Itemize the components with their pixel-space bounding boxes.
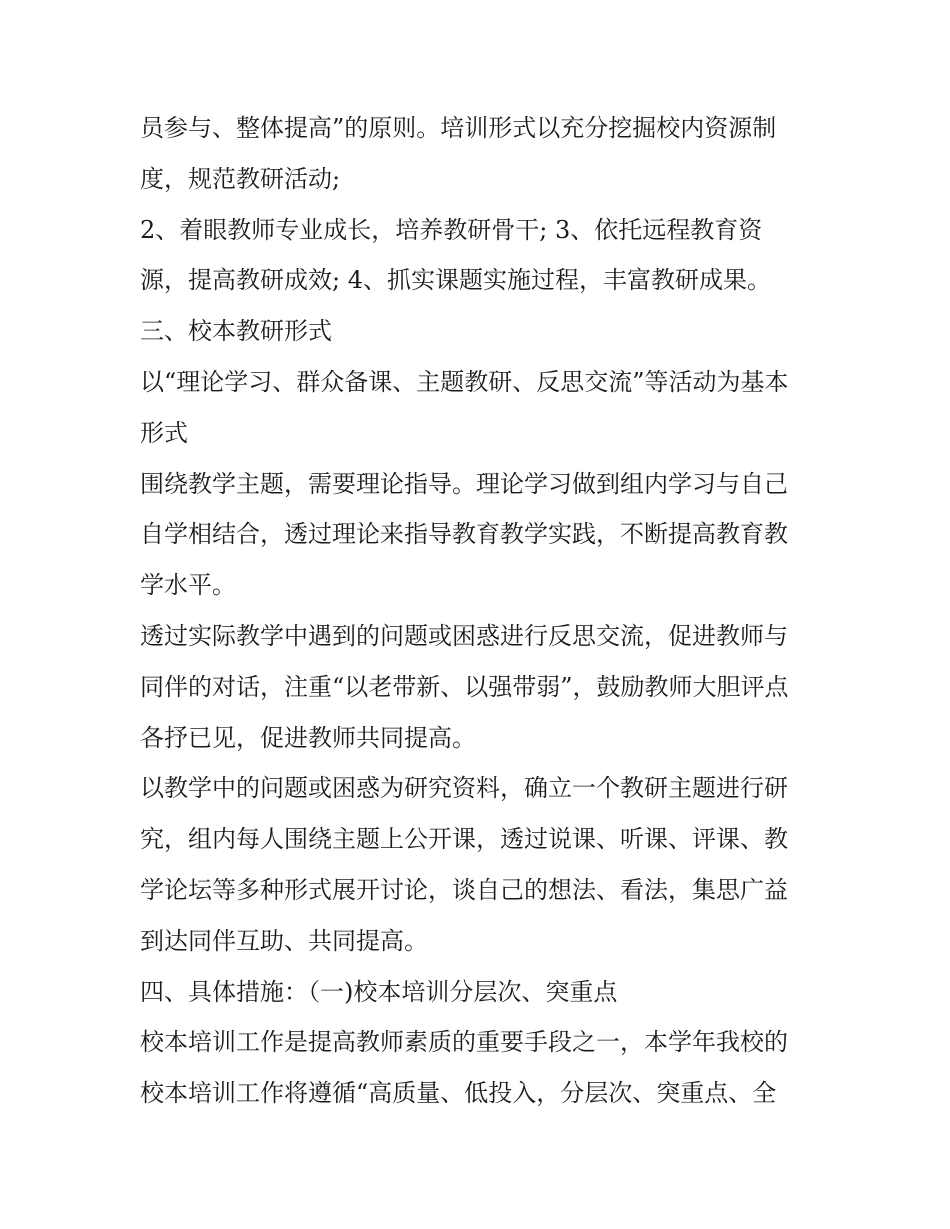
- text-line: 究，组内每人围绕主题上公开课，透过说课、听课、评课、教: [140, 825, 788, 854]
- text-line: 自学相结合，透过理论来指导教育教学实践，不断提高教育教: [140, 520, 788, 549]
- text-line: 以“理论学习、群众备课、主题教研、反思交流”等活动为基本: [140, 367, 789, 396]
- text-line: 度，规范教研活动;: [140, 164, 341, 193]
- text-line: 校本培训工作是提高教师素质的重要手段之一，本学年我校的: [140, 1028, 788, 1057]
- section-heading: 三、校本教研形式: [140, 317, 332, 346]
- text-line: 形式: [140, 418, 188, 447]
- text-line: 各抒已见，促进教师共同提高。: [140, 723, 476, 752]
- text-line: 围绕教学主题，需要理论指导。理论学习做到组内学习与自己: [140, 469, 788, 498]
- section-heading: 四、具体措施：（一)校本培训分层次、突重点: [140, 977, 618, 1006]
- text-line: 学论坛等多种形式展开讨论，谈自己的想法、看法，集思广益: [140, 875, 788, 904]
- text-line: 2、着眼教师专业成长，培养教研骨干; 3、依托远程教育资: [140, 215, 763, 244]
- text-line: 学水平。: [140, 571, 236, 600]
- document-body: [140, 103, 820, 1119]
- text-line: 同伴的对话，注重“以老带新、以强带弱”，鼓励教师大胆评点: [140, 672, 789, 701]
- text-line: 到达同伴互助、共同提高。: [140, 926, 428, 955]
- text-line: 员参与、整体提高”的原则。培训形式以充分挖掘校内资源制: [140, 114, 777, 142]
- text-line: 校本培训工作将遵循“高质量、低投入，分层次、突重点、全: [140, 1079, 777, 1108]
- text-line: 以教学中的问题或困惑为研究资料，确立一个教研主题进行研: [140, 774, 788, 803]
- text-line: 透过实际教学中遇到的问题或困惑进行反思交流，促进教师与: [140, 621, 788, 650]
- text-line: 源，提高教研成效; 4、抓实课题实施过程，丰富教研成果。: [140, 266, 771, 295]
